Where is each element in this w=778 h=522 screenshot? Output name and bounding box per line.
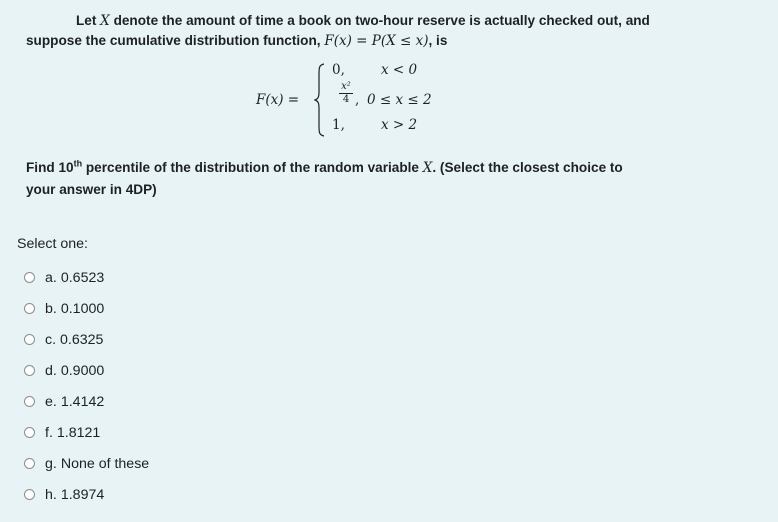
option-label[interactable]: d. 0.9000: [45, 362, 105, 379]
find-line-2: your answer in 4DP): [26, 182, 157, 197]
cdf-lhs: F(x) =: [256, 92, 300, 108]
question-line-2: [26, 31, 726, 51]
find-superscript: th: [73, 158, 83, 169]
radio-button[interactable]: [24, 458, 35, 469]
answer-options: [24, 262, 149, 510]
option-f[interactable]: [24, 417, 149, 448]
question-line-2-post: , is: [428, 33, 448, 48]
case3-value: 1,: [332, 117, 345, 133]
radio-button[interactable]: [24, 303, 35, 314]
find-post: . (Select the closest choice to: [432, 160, 623, 175]
option-d[interactable]: [24, 355, 149, 386]
variable-x: X: [100, 13, 110, 29]
radio-button[interactable]: [24, 272, 35, 283]
find-variable-x: X: [422, 160, 433, 176]
case2-numerator: x²: [341, 81, 351, 92]
option-h[interactable]: [24, 479, 149, 510]
find-line-1: [26, 157, 706, 179]
option-label[interactable]: g. None of these: [45, 455, 150, 472]
case1-condition: x < 0: [381, 62, 418, 78]
question-text: [26, 11, 726, 51]
find-mid: percentile of the distribution of the random variable: [82, 160, 423, 175]
cdf-definition: F(x) = P(X ≤ x): [324, 33, 429, 49]
case2-comma: ,: [355, 92, 360, 108]
radio-button[interactable]: [24, 427, 35, 438]
select-one-label: Select one:: [17, 236, 88, 252]
case2-denominator: 4: [342, 94, 350, 105]
case2-condition: 0 ≤ x ≤ 2: [367, 92, 432, 108]
radio-button[interactable]: [24, 334, 35, 345]
find-instruction: [26, 157, 706, 201]
question-line-1: [26, 11, 726, 31]
case3-condition: x > 2: [381, 117, 418, 133]
option-e[interactable]: [24, 386, 149, 417]
option-b[interactable]: [24, 293, 149, 324]
option-label[interactable]: e. 1.4142: [45, 393, 105, 410]
option-label[interactable]: f. 1.8121: [45, 424, 101, 441]
question-line-2-pre: suppose the cumulative distribution function,: [26, 33, 325, 48]
option-c[interactable]: [24, 324, 149, 355]
option-a[interactable]: [24, 262, 149, 293]
case1-value: 0,: [332, 62, 345, 78]
option-label[interactable]: h. 1.8974: [45, 486, 105, 503]
question-line-1-post: denote the amount of time a book on two-hour reserve is actually checked out, and: [109, 13, 650, 28]
question-line-1-pre: Let: [76, 13, 101, 28]
option-label[interactable]: c. 0.6325: [45, 331, 104, 348]
radio-button[interactable]: [24, 396, 35, 407]
cdf-formula: [256, 60, 476, 140]
option-g[interactable]: [24, 448, 149, 479]
case2-fraction: [339, 82, 353, 105]
option-label[interactable]: b. 0.1000: [45, 300, 105, 317]
find-pre: Find 10: [26, 160, 74, 175]
radio-button[interactable]: [24, 365, 35, 376]
radio-button[interactable]: [24, 489, 35, 500]
left-brace-icon: [314, 62, 326, 138]
option-label[interactable]: a. 0.6523: [45, 269, 105, 286]
